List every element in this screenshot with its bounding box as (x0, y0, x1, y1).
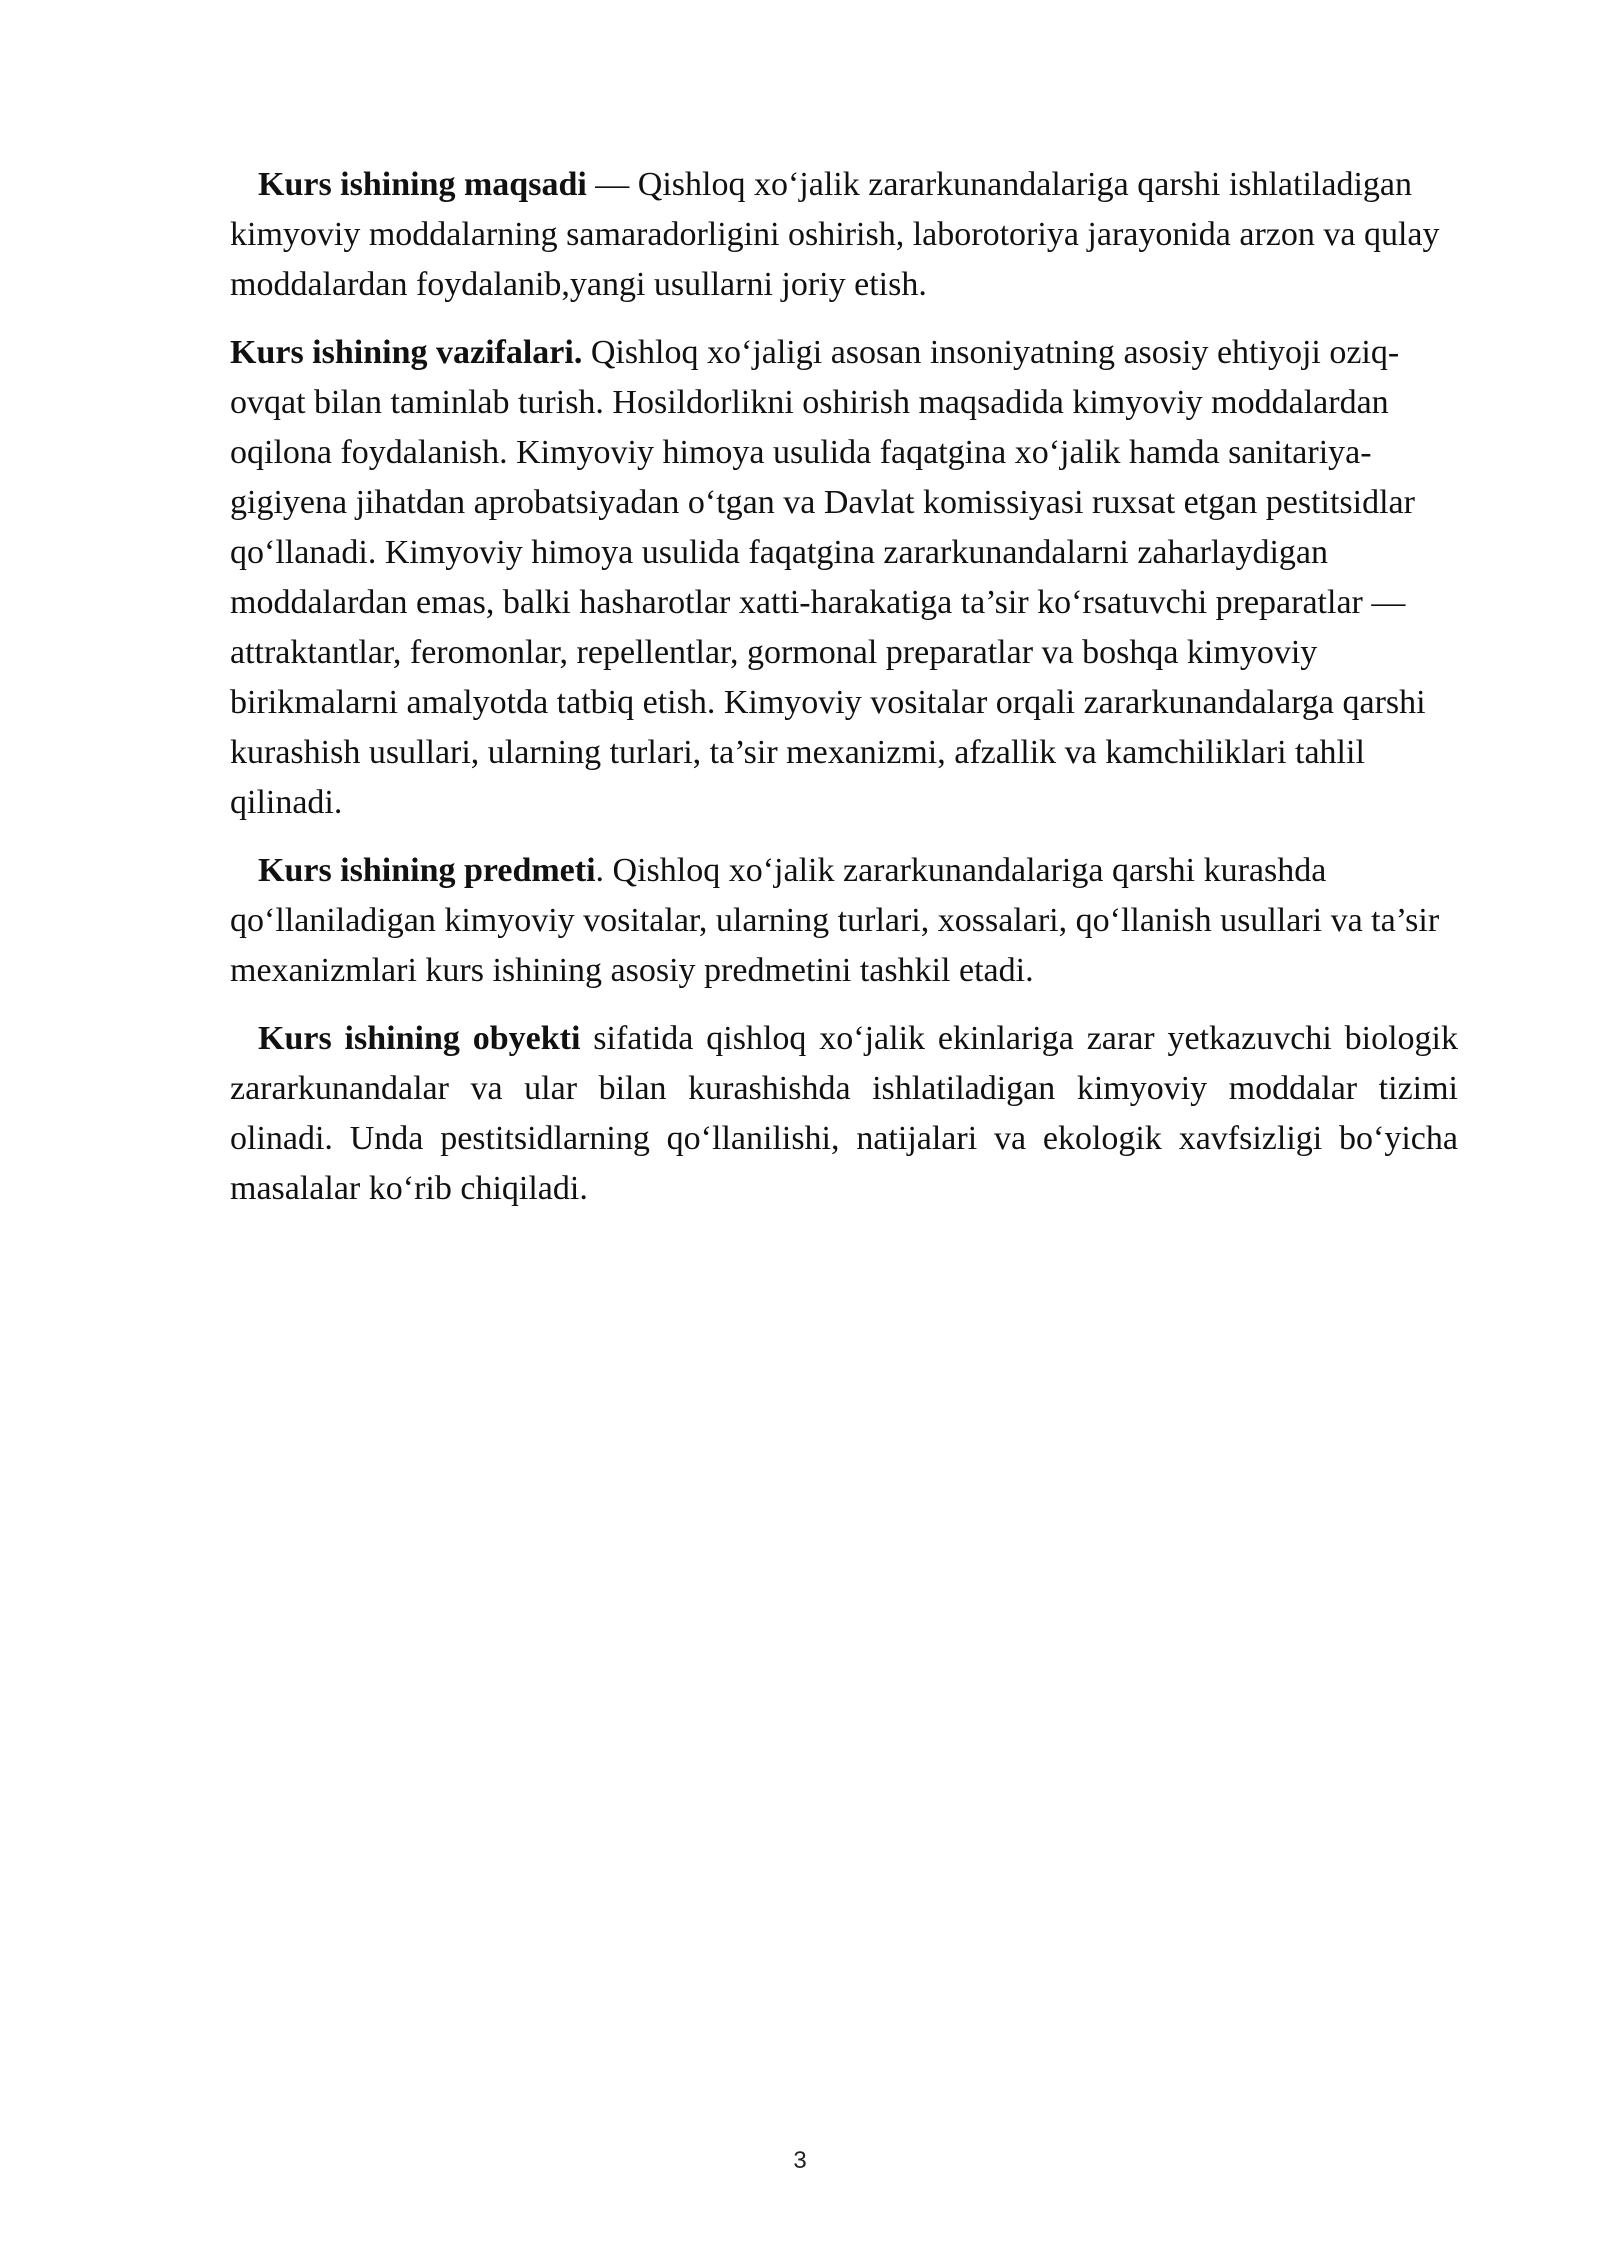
paragraph-predmeti (230, 846, 1458, 996)
heading-vazifalari: Kurs ishining vazifalari. (230, 334, 583, 371)
text-obyekti: sifatida qishloq xo‘jalik ekinlariga zarar yetkazuvchi biologik zararkunandalar va ular bilan kurashishda ishlatiladigan kimyoviy moddalar tizimi olinadi. Unda pestitsidlarning qo‘llanilishi, natijalari va ekologik xavfsizligi bo‘yicha masalalar ko‘rib chiqiladi. (230, 1020, 1458, 1207)
heading-predmeti: Kurs ishining predmeti (258, 852, 596, 889)
document-page (230, 160, 1458, 1232)
heading-maqsadi: Kurs ishining maqsadi (258, 166, 587, 203)
heading-obyekti: Kurs ishining obyekti (258, 1020, 581, 1057)
paragraph-obyekti (230, 1014, 1458, 1214)
text-maqsadi: — Qishloq xo‘jalik zararkunandalariga qarshi ishlatiladigan kimyoviy moddalarning samaradorligini oshirish, laborotoriya jarayonida arzon va qulay moddalardan foydalanib,yangi usullarni joriy etish. (230, 166, 1440, 303)
paragraph-maqsadi (230, 160, 1458, 310)
page-number: 3 (793, 2147, 807, 2174)
paragraph-vazifalari (230, 328, 1458, 828)
text-vazifalari: Qishloq xo‘jaligi asosan insoniyatning asosiy ehtiyoji oziq-ovqat bilan taminlab turish. Hosildorlikni oshirish maqsadida kimyoviy moddalardan oqilona foydalanish. Kimyoviy himoya usulida faqatgina xo‘jalik hamda sanitariya-gigiyena jihatdan aprobatsiyadan o‘tgan va Davlat komissiyasi ruxsat etgan pestitsidlar qo‘llanadi. Kimyoviy himoya usulida faqatgina zararkunandalarni zaharlaydigan moddalardan emas, balki hasharotlar xatti-harakatiga ta’sir ko‘rsatuvchi preparatlar — attraktantlar, feromonlar, repellentlar, gormonal preparatlar va boshqa kimyoviy birikmalarni amalyotda tatbiq etish. Kimyoviy vositalar orqali zararkunandalarga qarshi kurashish usullari, ularning turlari, ta’sir mexanizmi, afzallik va kamchiliklari tahlil qilinadi. (230, 334, 1426, 821)
text-predmeti: . Qishloq xo‘jalik zararkunandalariga qarshi kurashda qo‘llaniladigan kimyoviy vositalar, ularning turlari, xossalari, qo‘llanish usullari va ta’sir mexanizmlari kurs ishining asosiy predmetini tashkil etadi. (230, 852, 1440, 989)
